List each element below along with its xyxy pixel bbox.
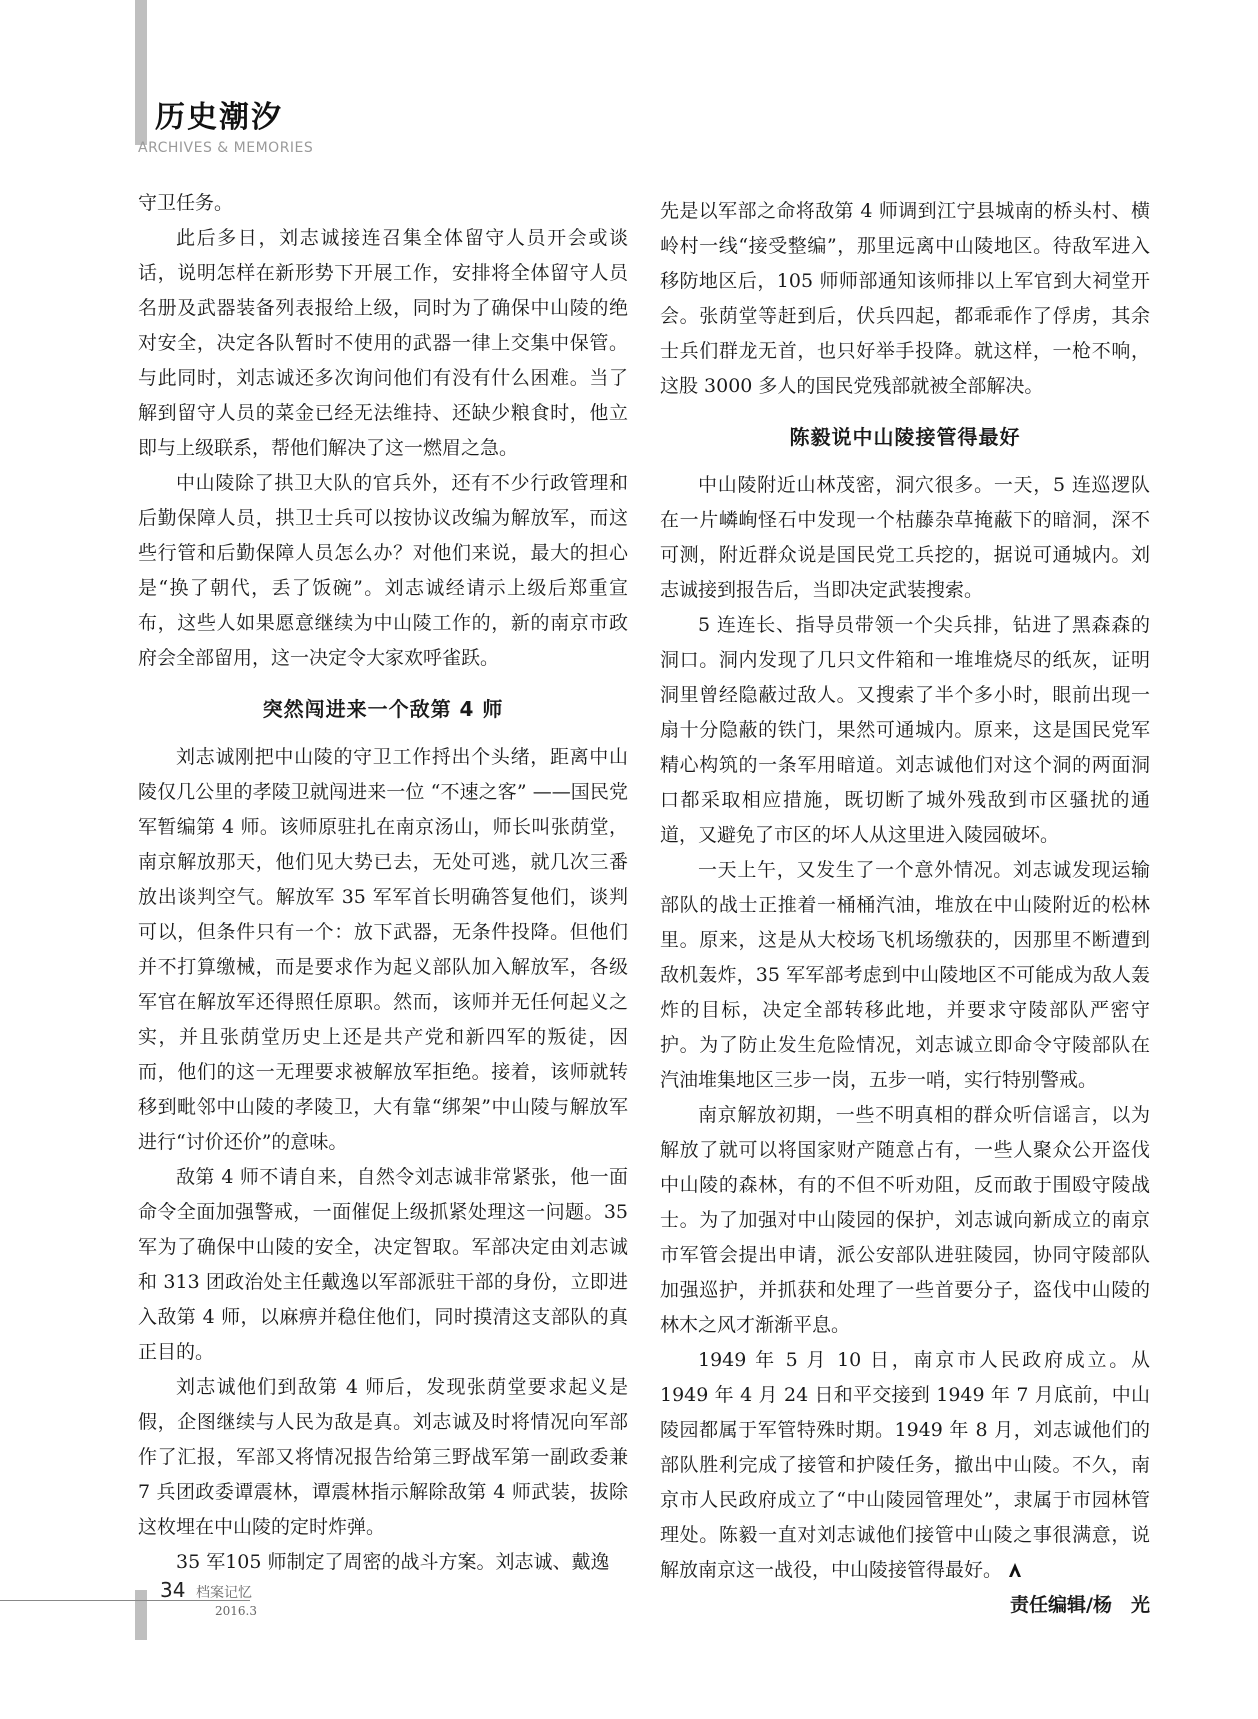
paragraph: 南京解放初期，一些不明真相的群众听信谣言，以为解放了就可以将国家财产随意占有，一些人聚众公开盗伐中山陵的森林，有的不但不听劝阻，反而敢于围殴守陵战士。为了加强对中山陵园的保护，刘志诚向新成立的南京市军管会提出申请，派公安部队进驻陵园，协同守陵部队加强巡护，并抓获和处理了一些首要分子，盗伐中山陵的林木之风才渐渐平息。 — [660, 1104, 1150, 1336]
header-accent-bar — [135, 0, 147, 145]
editor-credit: 责任编辑/杨 光 — [1010, 1594, 1150, 1616]
paragraph: 刘志诚刚把中山陵的守卫工作捋出个头绪，距离中山陵仅几公里的孝陵卫就闯进来一位 “不速之客” ——国民党军暂编第 4 师。该师原驻扎在南京汤山，师长叫张荫堂，南京解放那天，他们见大势已去，无处可逃，就几次三番放出谈判空气。解放军 35 军军首长明确答复他们，谈判可以，但条件只有一个：放下武器，无条件投降。但他们并不打算缴械，而是要求作为起义部队加入解放军，各级军官在解放军还得照任原职。然而，该师并无任何起义之实，并且张荫堂历史上还是共产党和新四军的叛徒，因而，他们的这一无理要求被解放军拒绝。接着，该师就转移到毗邻中山陵的孝陵卫，大有靠“绑架”中山陵与解放军进行“讨价还价”的意味。 — [138, 746, 628, 1153]
magazine-name: 档案记忆 — [196, 1585, 252, 1601]
paragraph: 中山陵附近山林茂密，洞穴很多。一天，5 连巡逻队在一片嶙峋怪石中发现一个枯藤杂草掩蔽下的暗洞，深不可测，附近群众说是国民党工兵挖的，据说可通城内。刘志诚接到报告后，当即决定武装搜索。 — [660, 474, 1150, 601]
paragraph: 守卫任务。 — [138, 192, 234, 214]
paragraph-final — [660, 1343, 1150, 1588]
paragraph: 先是以军部之命将敌第 4 师调到江宁县城南的桥头村、横岭村一线“接受整编”，那里远离中山陵地区。待敌军进入移防地区后，105 师师部通知该师排以上军官到大祠堂开会。张荫堂等赶到后，伏兵四起，都乖乖作了俘虏，其余士兵们群龙无首，也只好举手投降。就这样，一枪不响，这股 3000 多人的国民党残部就被全部解决。 — [660, 200, 1150, 397]
page-number: 34 — [160, 1578, 186, 1602]
end-mark-icon — [1008, 1562, 1022, 1578]
section-heading: 突然闯进来一个敌第 4 师 — [262, 697, 504, 721]
section-heading: 陈毅说中山陵接管得最好 — [789, 425, 1021, 449]
paragraph: 35 军105 师制定了周密的战斗方案。刘志诚、戴逸 — [176, 1551, 610, 1573]
paragraph: 一天上午，又发生了一个意外情况。刘志诚发现运输部队的战士正推着一桶桶汽油，堆放在中山陵附近的松林里。原来，这是从大校场飞机场缴获的，因那里不断遭到敌机轰炸，35 军军部考虑到中山陵地区不可能成为敌人轰炸的目标，决定全部转移此地，并要求守陵部队严密守护。为了防止发生危险情况，刘志诚立即命令守陵部队在汽油堆集地区三步一岗，五步一哨，实行特别警戒。 — [660, 859, 1150, 1091]
paragraph: 中山陵除了拱卫大队的官兵外，还有不少行政管理和后勤保障人员，拱卫士兵可以按协议改编为解放军，而这些行管和后勤保障人员怎么办？对他们来说，最大的担心是“换了朝代，丢了饭碗”。刘志诚经请示上级后郑重宣布，这些人如果愿意继续为中山陵工作的，新的南京市政府会全部留用，这一决定令大家欢呼雀跃。 — [138, 472, 628, 669]
paragraph: 敌第 4 师不请自来，自然令刘志诚非常紧张，他一面命令全面加强警戒，一面催促上级抓紧处理这一问题。35 军为了确保中山陵的安全，决定智取。军部决定由刘志诚和 313 团政治处主任戴逸以军部派驻干部的身份，立即进入敌第 4 师，以麻痹并稳住他们，同时摸清这支部队的真正目的。 — [138, 1166, 628, 1363]
paragraph-text: 1949 年 5 月 10 日，南京市人民政府成立。从 1949 年 4 月 24 日和平交接到 1949 年 7 月底前，中山陵园都属于军管特殊时期。1949 年 8 月，刘志诚他们的部队胜利完成了接管和护陵任务，撤出中山陵。不久，南京市人民政府成立了“中山陵园管理处”，隶属于市园林管理处。陈毅一直对刘志诚他们接管中山陵之事很满意，说解放南京这一战役，中山陵接管得最好。 — [660, 1349, 1150, 1581]
right-column — [660, 194, 1150, 1623]
paragraph: 5 连连长、指导员带领一个尖兵排，钻进了黑森森的洞口。洞内发现了几只文件箱和一堆堆烧尽的纸灰，证明洞里曾经隐蔽过敌人。又搜索了半个多小时，眼前出现一扇十分隐蔽的铁门，果然可通城内。原来，这是国民党军精心构筑的一条军用暗道。刘志诚他们对这个洞的两面洞口都采取相应措施，既切断了城外残敌到市区骚扰的通道，又避免了市区的坏人从这里进入陵园破坏。 — [660, 614, 1150, 846]
footer-accent-bar — [135, 1590, 147, 1640]
paragraph: 此后多日，刘志诚接连召集全体留守人员开会或谈话，说明怎样在新形势下开展工作，安排将全体留守人员名册及武器装备列表报给上级，同时为了确保中山陵的绝对安全，决定各队暂时不使用的武器一律上交集中保管。与此同时，刘志诚还多次询问他们有没有什么困难。当了解到留守人员的菜金已经无法维持、还缺少粮食时，他立即与上级联系，帮他们解决了这一燃眉之急。 — [138, 227, 628, 459]
issue-number: 2016.3 — [215, 1604, 257, 1618]
left-column — [138, 186, 628, 1580]
section-title: 历史潮汐 — [155, 100, 283, 135]
paragraph: 刘志诚他们到敌第 4 师后，发现张荫堂要求起义是假，企图继续与人民为敌是真。刘志诚及时将情况向军部作了汇报，军部又将情况报告给第三野战军第一副政委兼 7 兵团政委谭震林，谭震林指示解除敌第 4 师武装，拔除这枚埋在中山陵的定时炸弹。 — [138, 1376, 628, 1538]
section-subtitle: ARCHIVES & MEMORIES — [138, 140, 314, 156]
